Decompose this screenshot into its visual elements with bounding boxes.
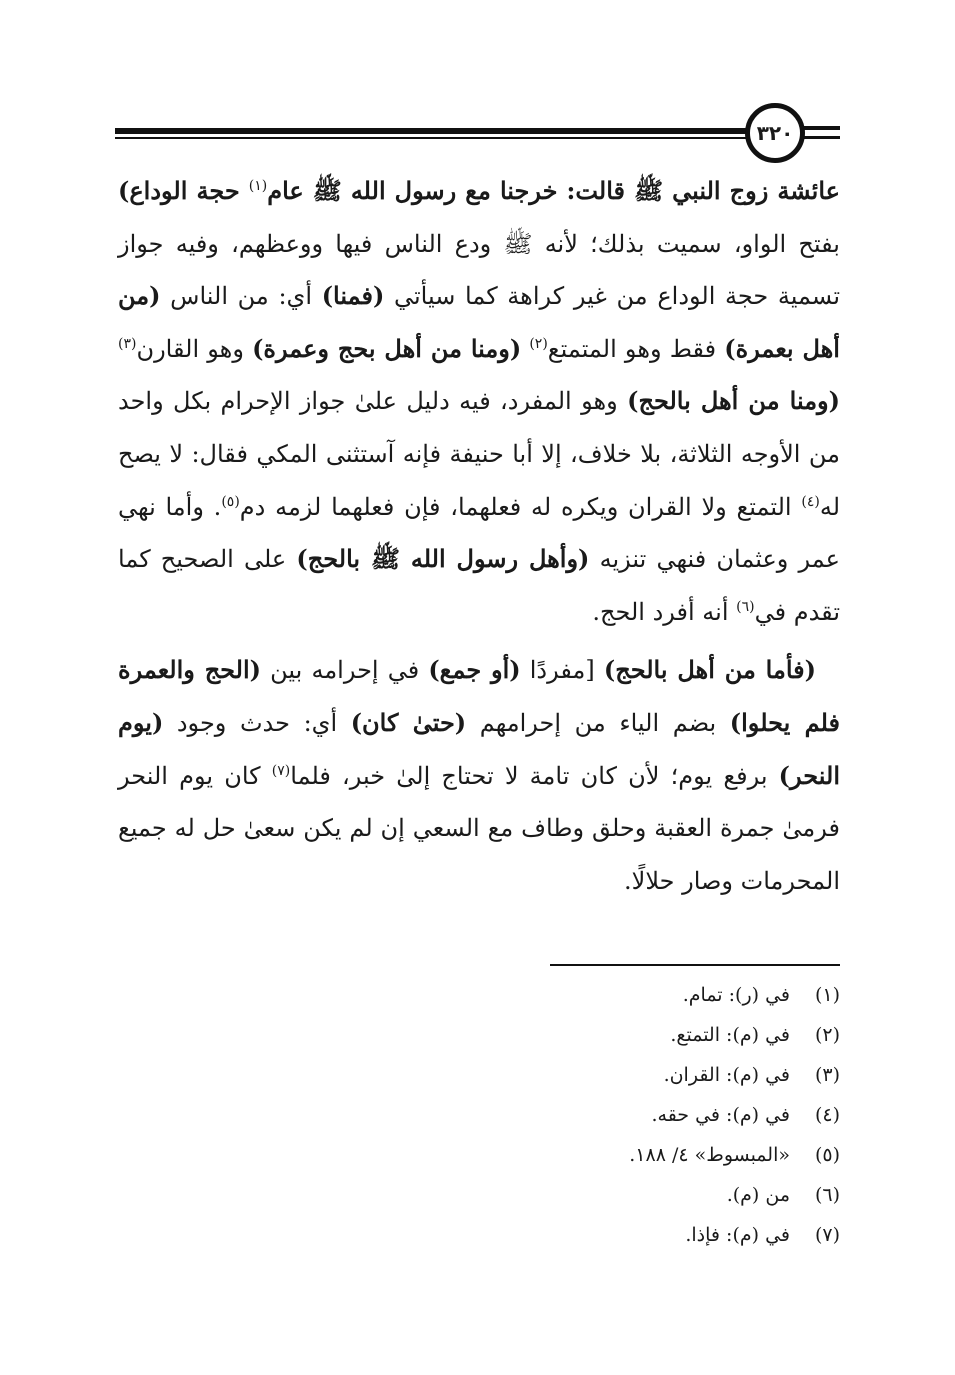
footnote-text: في (م): في حقه. [651,1104,790,1126]
matn-text: (أو جمع) [428,655,521,685]
matn-text: عائشة زوج النبي ﷺ قالت: خرجنا مع رسول الله ﷺ عام [267,176,840,205]
commentary-text: برفع يوم؛ لأن كان تامة لا تحتاج إلىٰ خبر، فلما [290,761,779,790]
commentary-text: . وأما نهي عمر وعثمان فنهي تنزيه [118,492,840,574]
commentary-text: أي: حدث وجود [163,708,351,737]
commentary-text: [مفردًا [520,656,604,685]
commentary-text: وهو المفرد، فيه دليل علىٰ جواز الإحرام بكل واحد من الأوجه الثلاثة، بلا خلاف، إلا أبا حنيفة فإنه آستثنى المكي فقال: لا يصح له [118,387,841,521]
footnote-text: في (ر): تمام. [682,984,790,1006]
footnote-number: (١) [814,984,840,1006]
footnote-number: (٣) [814,1064,840,1086]
footnote-item [400,1095,840,1135]
footnote-item [400,975,840,1015]
footnote-number: (٦) [814,1184,840,1206]
commentary-text: التمتع ولا القران ويكره له فعلهما، فإن فعلهما لزمه دم [239,492,802,521]
page-number-text: ٣٢٠ [756,121,794,145]
commentary-text: بفتح الواو، سميت بذلك؛ لأنه ﷺ ودع الناس فيها ووعظهم، وفيه جواز تسمية حجة الوداع من غير كراهة كما سيأتي [118,229,841,311]
matn-text: (يوم النحر) [118,707,840,790]
matn-text: (الحج والعمرة فلم يحلوا) [118,655,840,737]
footnote-number: (٧) [814,1224,840,1246]
commentary-text: فقط وهو المتمتع [547,334,725,363]
paragraph-1 [118,165,840,638]
page-number [745,103,805,163]
matn-text: حجة الوداع) [118,176,249,205]
commentary-text: كان يوم النحر فرمىٰ جمرة العقبة وحلق وطاف مع السعي إن لم يكن سعىٰ حل له جميع المحرمات وصار حلالًا. [118,761,840,895]
footnote-divider [550,964,840,966]
footnote-text: في (م): فإذا. [685,1224,790,1246]
footnote-reference: (١) [248,178,268,194]
footnote-item [400,1055,840,1095]
page-header [0,0,955,160]
paragraph-2 [118,644,840,907]
footnote-item [400,1015,840,1055]
matn-text: (ومنا من أهل بالحج) [627,386,840,416]
footnote-reference: (٣) [118,335,137,352]
commentary-text: على الصحيح كما تقدم في [118,545,840,626]
footnote-number: (٢) [814,1024,840,1046]
footnote-reference: (٧) [271,762,291,779]
footnote-reference: (٤) [801,493,820,510]
commentary-text: أي: من الناس [160,282,322,311]
commentary-text: أنه أفرد الحج. [592,597,737,626]
footnote-text: في (م): التمتع. [670,1024,790,1046]
footnote-item [400,1175,840,1215]
main-text [118,165,840,907]
commentary-text: وهو القارن [136,334,253,363]
matn-text: (وأهل رسول الله ﷺ بالحج) [296,544,590,574]
footnotes [400,975,840,1255]
matn-text: (فمنا) [321,281,385,311]
footnote-item [400,1215,840,1255]
footnote-reference: (٥) [221,493,240,510]
footnote-reference: (٢) [529,335,548,352]
footnote-text: في (م): القران. [663,1064,790,1086]
footnote-reference: (٦) [736,598,755,615]
footnote-number: (٥) [814,1144,840,1166]
commentary-text: في إحرامه بين [261,656,429,685]
matn-text: (ومنا من أهل بحج وعمرة) [252,333,522,363]
footnote-text: من (م). [726,1184,790,1206]
header-rule-thick [115,128,755,134]
header-rule-thin [115,137,755,139]
matn-text: (فأما من أهل بالحج) [603,655,816,685]
commentary-text: بضم الياء من إحرامهم [466,708,730,737]
footnote-number: (٤) [814,1104,840,1126]
matn-text: (حتىٰ كان) [350,707,467,737]
footnote-text: «المبسوط» ٤/ ١٨٨. [629,1144,790,1166]
footnote-item [400,1135,840,1175]
matn-text: (من أهل بعمرة) [118,281,840,363]
